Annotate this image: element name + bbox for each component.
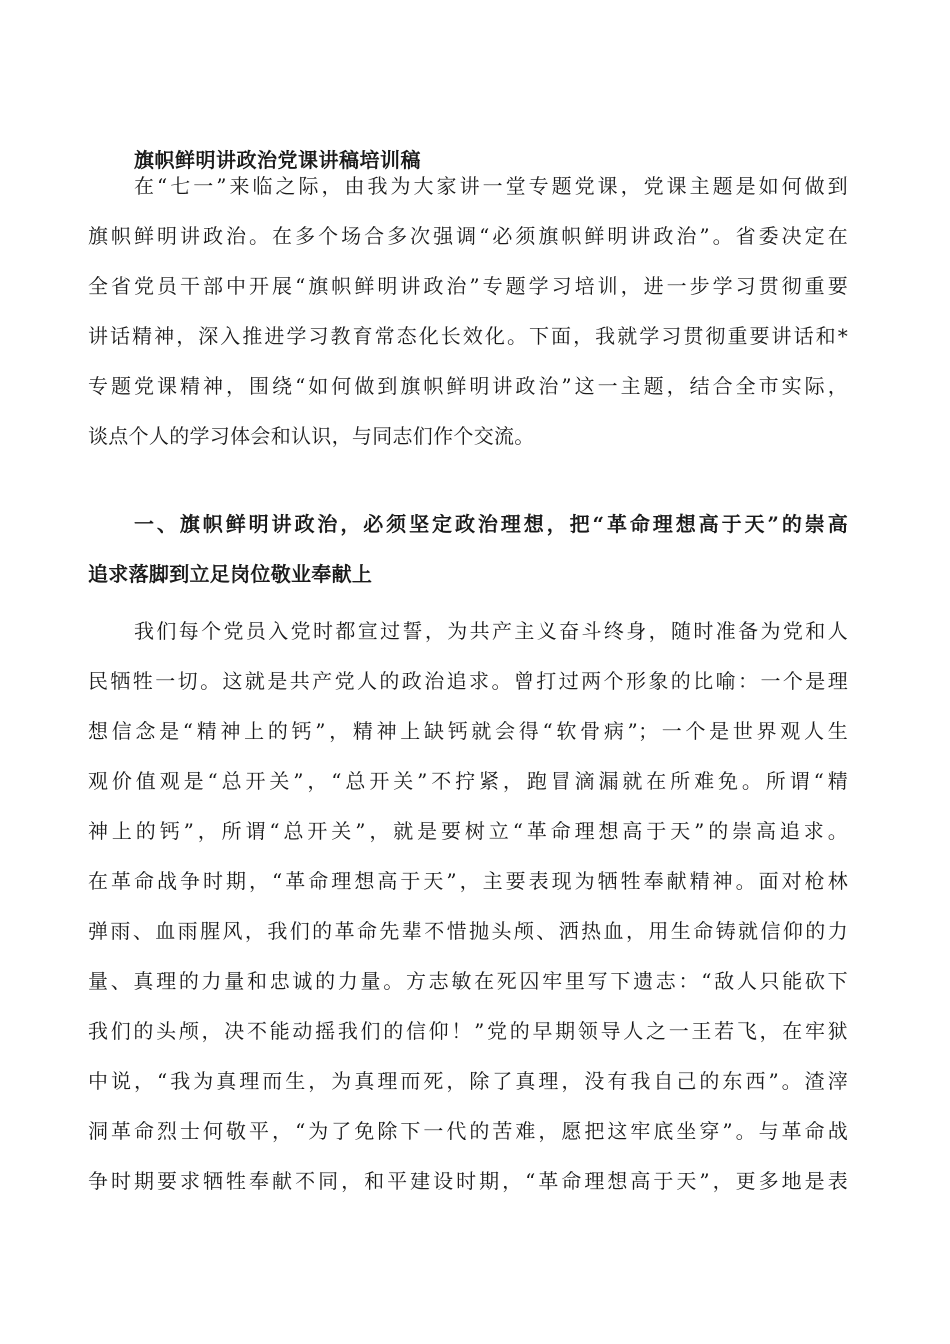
intro-line: 讲话精神，深入推进学习教育常态化长效化。下面，我就学习贯彻重要讲话和*: [88, 324, 848, 348]
body-line: 想信念是“精神上的钙”，精神上缺钙就会得“软骨病”；一个是世界观人生: [88, 719, 848, 743]
body-line: 我们每个党员入党时都宣过誓，为共产主义奋斗终身，随时准备为党和人: [134, 619, 848, 643]
intro-paragraph: [88, 161, 848, 461]
document-title: 旗帜鲜明讲政治党课讲稿培训稿: [134, 148, 421, 172]
body-line: 我们的头颅，决不能动摇我们的信仰！”党的早期领导人之一王若飞，在牢狱: [88, 1019, 848, 1043]
body-line: 弹雨、血雨腥风，我们的革命先辈不惜抛头颅、洒热血，用生命铸就信仰的力: [88, 919, 848, 943]
body-line: 中说，“我为真理而生，为真理而死，除了真理，没有我自己的东西”。渣滓: [88, 1069, 848, 1093]
body-line: 洞革命烈士何敬平，“为了免除下一代的苦难，愿把这牢底坐穿”。与革命战: [88, 1119, 848, 1143]
intro-line: 旗帜鲜明讲政治。在多个场合多次强调“必须旗帜鲜明讲政治”。省委决定在: [88, 224, 848, 248]
body-line: 民牺牲一切。这就是共产党人的政治追求。曾打过两个形象的比喻：一个是理: [88, 669, 848, 693]
body-line: 争时期要求牺牲奉献不同，和平建设时期，“革命理想高于天”，更多地是表: [88, 1169, 848, 1193]
body-line: 量、真理的力量和忠诚的力量。方志敏在死囚牢里写下遗志：“敌人只能砍下: [88, 969, 848, 993]
body-line: 观价值观是“总开关”，“总开关”不拧紧，跑冒滴漏就在所难免。所谓“精: [88, 769, 848, 793]
body-paragraph: [88, 606, 848, 1206]
intro-line: 全省党员干部中开展“旗帜鲜明讲政治”专题学习培训，进一步学习贯彻重要: [88, 274, 848, 298]
section-heading-1: [88, 499, 848, 599]
intro-line: 专题党课精神，围绕“如何做到旗帜鲜明讲政治”这一主题，结合全市实际，: [88, 374, 848, 398]
body-line: 神上的钙”，所谓“总开关”，就是要树立“革命理想高于天”的崇高追求。: [88, 819, 848, 843]
body-line: 在革命战争时期，“革命理想高于天”，主要表现为牺牲奉献精神。面对枪林: [88, 869, 848, 893]
intro-line: 谈点个人的学习体会和认识，与同志们作个交流。: [88, 424, 535, 448]
intro-line: 在“七一”来临之际，由我为大家讲一堂专题党课，党课主题是如何做到: [134, 174, 848, 198]
heading-line: 一、旗帜鲜明讲政治，必须坚定政治理想，把“革命理想高于天”的崇高: [134, 512, 848, 536]
heading-line: 追求落脚到立足岗位敬业奉献上: [88, 562, 373, 586]
